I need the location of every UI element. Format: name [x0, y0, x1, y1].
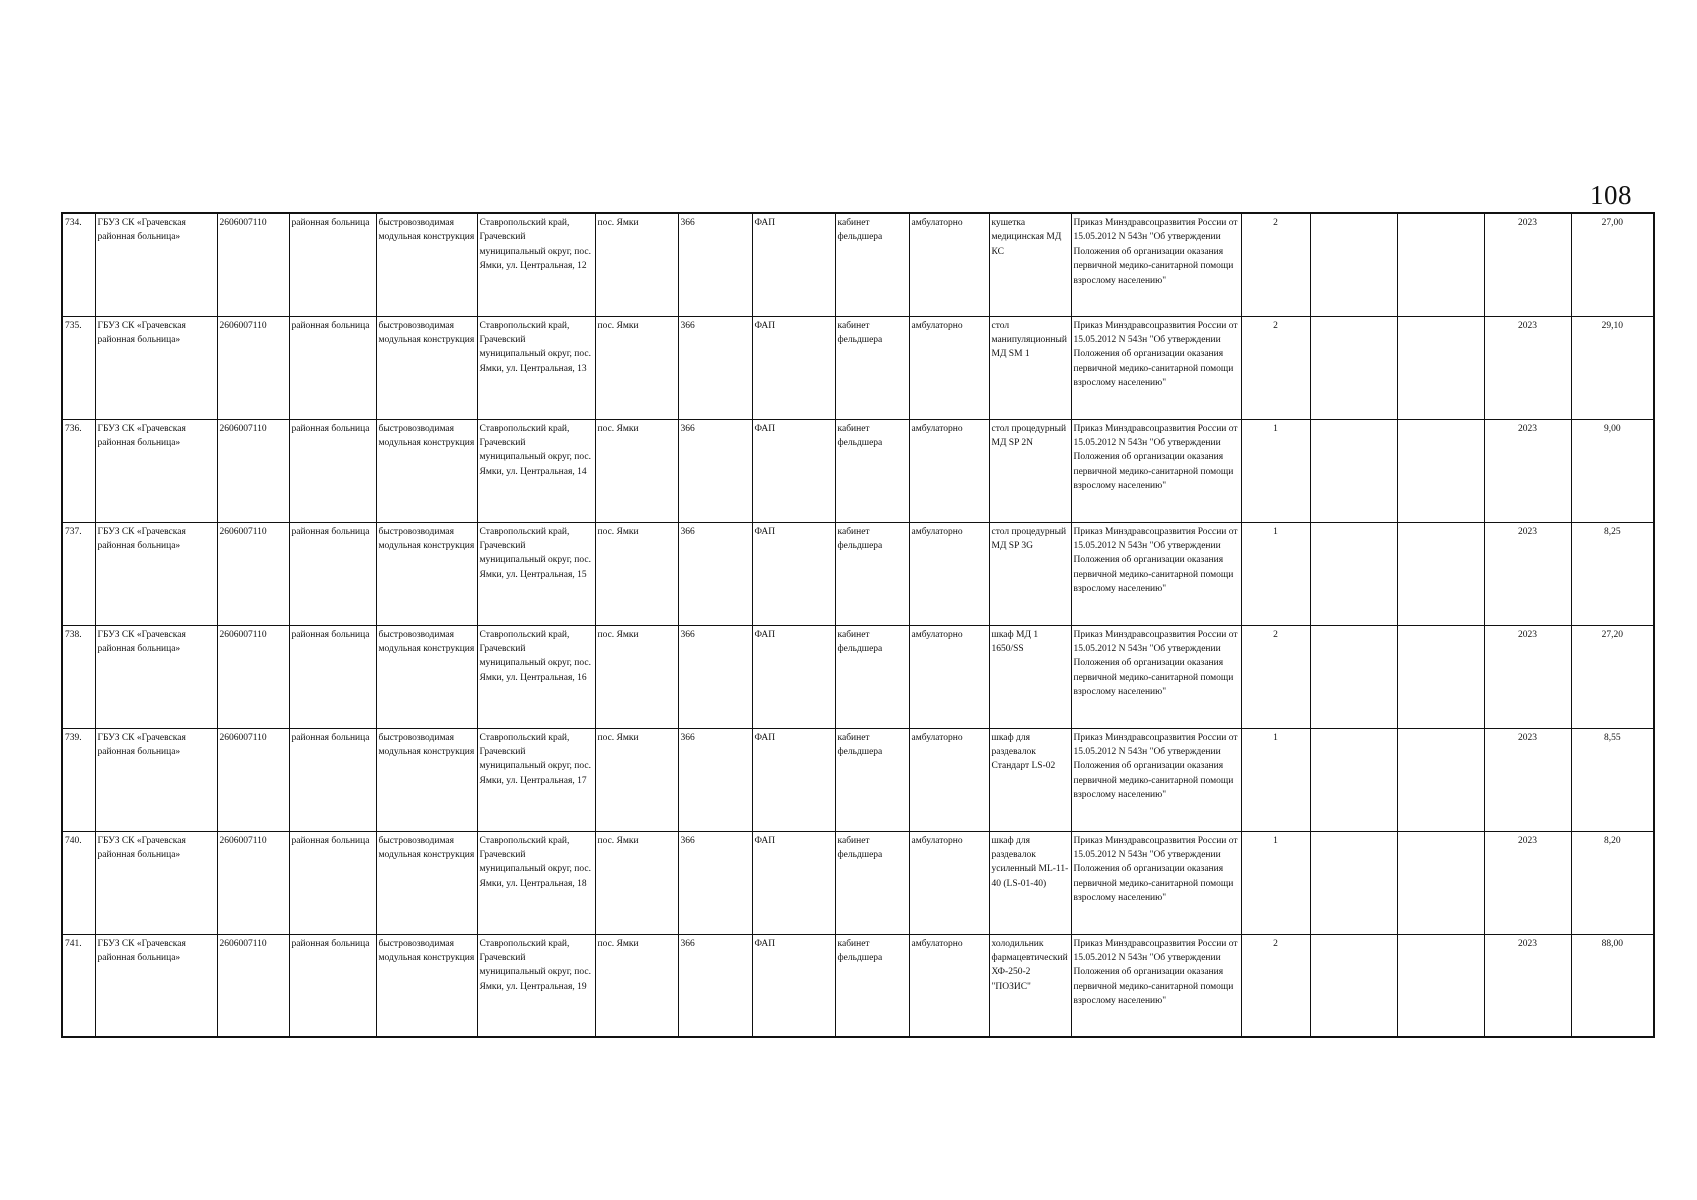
- empty-cell: [1310, 625, 1397, 728]
- year-cell: 2023: [1484, 625, 1571, 728]
- quantity-cell: 2: [1241, 213, 1310, 316]
- empty-cell: [1310, 419, 1397, 522]
- building-type-cell: быстровозводимая модульная конструкция: [376, 213, 477, 316]
- facility-type-cell: районная больница: [289, 934, 376, 1037]
- care-mode-cell: амбулаторно: [909, 831, 989, 934]
- address-cell: Ставропольский край, Грачевский муниципальный округ, пос. Ямки, ул. Центральная, 17: [477, 728, 595, 831]
- table-row: [62, 522, 1654, 625]
- quantity-cell: 1: [1241, 831, 1310, 934]
- row-number: 739.: [62, 728, 95, 831]
- inn-cell: 2606007110: [217, 213, 289, 316]
- inn-cell: 2606007110: [217, 728, 289, 831]
- room-cell: кабинет фельдшера: [835, 316, 909, 419]
- table-row: [62, 213, 1654, 316]
- care-mode-cell: амбулаторно: [909, 728, 989, 831]
- amount-cell: 8,25: [1571, 522, 1654, 625]
- care-mode-cell: амбулаторно: [909, 934, 989, 1037]
- year-cell: 2023: [1484, 831, 1571, 934]
- equipment-cell: шкаф для раздевалок усиленный ML-11-40 (LS-01-40): [989, 831, 1071, 934]
- room-cell: кабинет фельдшера: [835, 213, 909, 316]
- row-number: 741.: [62, 934, 95, 1037]
- amount-cell: 27,00: [1571, 213, 1654, 316]
- room-cell: кабинет фельдшера: [835, 522, 909, 625]
- year-cell: 2023: [1484, 419, 1571, 522]
- organization-cell: ГБУЗ СК «Грачевская районная больница»: [95, 316, 217, 419]
- table-row: [62, 419, 1654, 522]
- row-number: 738.: [62, 625, 95, 728]
- regulation-cell: Приказ Минздравсоцразвития России от 15.05.2012 N 543н "Об утверждении Положения об организации оказания первичной медико-санитарной помощи взрослому населению": [1071, 316, 1241, 419]
- facility-type-cell: районная больница: [289, 831, 376, 934]
- inn-cell: 2606007110: [217, 419, 289, 522]
- year-cell: 2023: [1484, 522, 1571, 625]
- unit-cell: ФАП: [752, 728, 835, 831]
- empty-cell: [1310, 831, 1397, 934]
- regulation-cell: Приказ Минздравсоцразвития России от 15.05.2012 N 543н "Об утверждении Положения об организации оказания первичной медико-санитарной помощи взрослому населению": [1071, 934, 1241, 1037]
- registry-table: [61, 212, 1655, 1038]
- facility-type-cell: районная больница: [289, 213, 376, 316]
- inn-cell: 2606007110: [217, 316, 289, 419]
- room-cell: кабинет фельдшера: [835, 728, 909, 831]
- settlement-cell: пос. Ямки: [595, 213, 678, 316]
- empty-cell: [1397, 213, 1484, 316]
- unit-cell: ФАП: [752, 831, 835, 934]
- empty-cell: [1310, 522, 1397, 625]
- inn-cell: 2606007110: [217, 934, 289, 1037]
- amount-cell: 9,00: [1571, 419, 1654, 522]
- empty-cell: [1397, 419, 1484, 522]
- year-cell: 2023: [1484, 934, 1571, 1037]
- care-mode-cell: амбулаторно: [909, 419, 989, 522]
- address-cell: Ставропольский край, Грачевский муниципальный округ, пос. Ямки, ул. Центральная, 18: [477, 831, 595, 934]
- empty-cell: [1397, 522, 1484, 625]
- row-number: 737.: [62, 522, 95, 625]
- empty-cell: [1397, 831, 1484, 934]
- equipment-cell: шкаф МД 1 1650/SS: [989, 625, 1071, 728]
- organization-cell: ГБУЗ СК «Грачевская районная больница»: [95, 419, 217, 522]
- regulation-cell: Приказ Минздравсоцразвития России от 15.05.2012 N 543н "Об утверждении Положения об организации оказания первичной медико-санитарной помощи взрослому населению": [1071, 728, 1241, 831]
- settlement-cell: пос. Ямки: [595, 316, 678, 419]
- equipment-cell: холодильник фармацевтический ХФ-250-2 "ПОЗИС": [989, 934, 1071, 1037]
- row-number: 736.: [62, 419, 95, 522]
- building-type-cell: быстровозводимая модульная конструкция: [376, 831, 477, 934]
- amount-cell: 88,00: [1571, 934, 1654, 1037]
- quantity-cell: 1: [1241, 522, 1310, 625]
- quantity-cell: 2: [1241, 625, 1310, 728]
- population-cell: 366: [678, 213, 752, 316]
- population-cell: 366: [678, 419, 752, 522]
- equipment-cell: стол процедурный МД SP 2N: [989, 419, 1071, 522]
- building-type-cell: быстровозводимая модульная конструкция: [376, 728, 477, 831]
- page-number: 108: [1590, 180, 1632, 210]
- care-mode-cell: амбулаторно: [909, 316, 989, 419]
- empty-cell: [1310, 728, 1397, 831]
- row-number: 740.: [62, 831, 95, 934]
- population-cell: 366: [678, 625, 752, 728]
- population-cell: 366: [678, 831, 752, 934]
- empty-cell: [1397, 316, 1484, 419]
- unit-cell: ФАП: [752, 213, 835, 316]
- address-cell: Ставропольский край, Грачевский муниципальный округ, пос. Ямки, ул. Центральная, 19: [477, 934, 595, 1037]
- inn-cell: 2606007110: [217, 625, 289, 728]
- equipment-cell: стол процедурный МД SP 3G: [989, 522, 1071, 625]
- population-cell: 366: [678, 316, 752, 419]
- population-cell: 366: [678, 934, 752, 1037]
- address-cell: Ставропольский край, Грачевский муниципальный округ, пос. Ямки, ул. Центральная, 13: [477, 316, 595, 419]
- empty-cell: [1397, 728, 1484, 831]
- amount-cell: 8,20: [1571, 831, 1654, 934]
- settlement-cell: пос. Ямки: [595, 831, 678, 934]
- regulation-cell: Приказ Минздравсоцразвития России от 15.05.2012 N 543н "Об утверждении Положения об организации оказания первичной медико-санитарной помощи взрослому населению": [1071, 625, 1241, 728]
- unit-cell: ФАП: [752, 419, 835, 522]
- table-row: [62, 831, 1654, 934]
- year-cell: 2023: [1484, 728, 1571, 831]
- organization-cell: ГБУЗ СК «Грачевская районная больница»: [95, 831, 217, 934]
- address-cell: Ставропольский край, Грачевский муниципальный округ, пос. Ямки, ул. Центральная, 14: [477, 419, 595, 522]
- regulation-cell: Приказ Минздравсоцразвития России от 15.05.2012 N 543н "Об утверждении Положения об организации оказания первичной медико-санитарной помощи взрослому населению": [1071, 419, 1241, 522]
- building-type-cell: быстровозводимая модульная конструкция: [376, 316, 477, 419]
- table-row: [62, 625, 1654, 728]
- facility-type-cell: районная больница: [289, 625, 376, 728]
- equipment-cell: шкаф для раздевалок Стандарт LS-02: [989, 728, 1071, 831]
- amount-cell: 29,10: [1571, 316, 1654, 419]
- building-type-cell: быстровозводимая модульная конструкция: [376, 522, 477, 625]
- quantity-cell: 1: [1241, 728, 1310, 831]
- address-cell: Ставропольский край, Грачевский муниципальный округ, пос. Ямки, ул. Центральная, 12: [477, 213, 595, 316]
- facility-type-cell: районная больница: [289, 316, 376, 419]
- building-type-cell: быстровозводимая модульная конструкция: [376, 419, 477, 522]
- row-number: 735.: [62, 316, 95, 419]
- table-row: [62, 934, 1654, 1037]
- unit-cell: ФАП: [752, 625, 835, 728]
- room-cell: кабинет фельдшера: [835, 419, 909, 522]
- care-mode-cell: амбулаторно: [909, 522, 989, 625]
- quantity-cell: 2: [1241, 316, 1310, 419]
- amount-cell: 8,55: [1571, 728, 1654, 831]
- unit-cell: ФАП: [752, 934, 835, 1037]
- organization-cell: ГБУЗ СК «Грачевская районная больница»: [95, 625, 217, 728]
- inn-cell: 2606007110: [217, 831, 289, 934]
- empty-cell: [1310, 934, 1397, 1037]
- year-cell: 2023: [1484, 213, 1571, 316]
- building-type-cell: быстровозводимая модульная конструкция: [376, 934, 477, 1037]
- empty-cell: [1310, 213, 1397, 316]
- organization-cell: ГБУЗ СК «Грачевская районная больница»: [95, 728, 217, 831]
- equipment-cell: кушетка медицинская МД КС: [989, 213, 1071, 316]
- organization-cell: ГБУЗ СК «Грачевская районная больница»: [95, 522, 217, 625]
- population-cell: 366: [678, 728, 752, 831]
- empty-cell: [1397, 625, 1484, 728]
- amount-cell: 27,20: [1571, 625, 1654, 728]
- room-cell: кабинет фельдшера: [835, 831, 909, 934]
- organization-cell: ГБУЗ СК «Грачевская районная больница»: [95, 213, 217, 316]
- equipment-cell: стол манипуляционный МД SM 1: [989, 316, 1071, 419]
- settlement-cell: пос. Ямки: [595, 625, 678, 728]
- room-cell: кабинет фельдшера: [835, 934, 909, 1037]
- room-cell: кабинет фельдшера: [835, 625, 909, 728]
- address-cell: Ставропольский край, Грачевский муниципальный округ, пос. Ямки, ул. Центральная, 16: [477, 625, 595, 728]
- quantity-cell: 1: [1241, 419, 1310, 522]
- unit-cell: ФАП: [752, 522, 835, 625]
- year-cell: 2023: [1484, 316, 1571, 419]
- inn-cell: 2606007110: [217, 522, 289, 625]
- building-type-cell: быстровозводимая модульная конструкция: [376, 625, 477, 728]
- table-row: [62, 316, 1654, 419]
- empty-cell: [1310, 316, 1397, 419]
- regulation-cell: Приказ Минздравсоцразвития России от 15.05.2012 N 543н "Об утверждении Положения об организации оказания первичной медико-санитарной помощи взрослому населению": [1071, 522, 1241, 625]
- regulation-cell: Приказ Минздравсоцразвития России от 15.05.2012 N 543н "Об утверждении Положения об организации оказания первичной медико-санитарной помощи взрослому населению": [1071, 213, 1241, 316]
- facility-type-cell: районная больница: [289, 419, 376, 522]
- settlement-cell: пос. Ямки: [595, 419, 678, 522]
- address-cell: Ставропольский край, Грачевский муниципальный округ, пос. Ямки, ул. Центральная, 15: [477, 522, 595, 625]
- population-cell: 366: [678, 522, 752, 625]
- facility-type-cell: районная больница: [289, 522, 376, 625]
- facility-type-cell: районная больница: [289, 728, 376, 831]
- settlement-cell: пос. Ямки: [595, 728, 678, 831]
- care-mode-cell: амбулаторно: [909, 625, 989, 728]
- table-row: [62, 728, 1654, 831]
- quantity-cell: 2: [1241, 934, 1310, 1037]
- organization-cell: ГБУЗ СК «Грачевская районная больница»: [95, 934, 217, 1037]
- care-mode-cell: амбулаторно: [909, 213, 989, 316]
- settlement-cell: пос. Ямки: [595, 934, 678, 1037]
- registry-rows: [62, 213, 1654, 1037]
- regulation-cell: Приказ Минздравсоцразвития России от 15.05.2012 N 543н "Об утверждении Положения об организации оказания первичной медико-санитарной помощи взрослому населению": [1071, 831, 1241, 934]
- empty-cell: [1397, 934, 1484, 1037]
- unit-cell: ФАП: [752, 316, 835, 419]
- row-number: 734.: [62, 213, 95, 316]
- settlement-cell: пос. Ямки: [595, 522, 678, 625]
